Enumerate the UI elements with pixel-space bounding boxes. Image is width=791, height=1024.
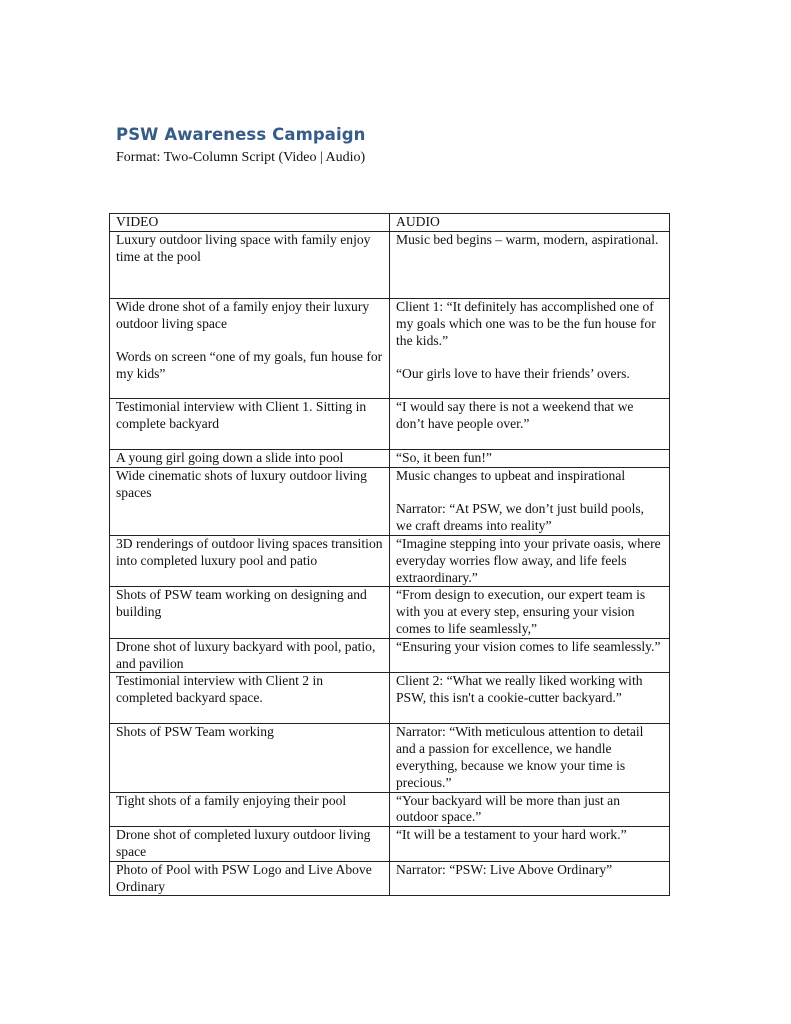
audio-cell-text: “So, it been fun!”	[396, 450, 492, 465]
audio-cell-text: “I would say there is not a weekend that we don’t have people over.”	[396, 399, 634, 431]
video-cell	[110, 467, 390, 535]
video-cell	[110, 861, 390, 896]
audio-column-header: AUDIO	[390, 214, 670, 232]
document-title: PSW Awareness Campaign	[116, 125, 366, 144]
video-cell	[110, 673, 390, 724]
audio-cell	[390, 399, 670, 450]
video-cell	[110, 724, 390, 792]
audio-cell	[390, 467, 670, 535]
table-row	[110, 399, 670, 450]
video-cell	[110, 399, 390, 450]
script-table	[109, 213, 670, 896]
audio-cell	[390, 673, 670, 724]
audio-cell	[390, 792, 670, 827]
video-cell-text: Wide drone shot of a family enjoy their luxury outdoor living space Words on screen “one of my goals, fun house for my kids”	[116, 299, 383, 382]
audio-cell-text: Music bed begins – warm, modern, aspirational.	[396, 232, 659, 247]
audio-cell-text: “Your backyard will be more than just an outdoor space.”	[396, 792, 620, 825]
audio-cell	[390, 450, 670, 468]
video-cell	[110, 792, 390, 827]
audio-cell	[390, 827, 670, 862]
table-row	[110, 827, 670, 862]
audio-cell-text: Client 2: “What we really liked working with PSW, this isn't a cookie-cutter backyard.”	[396, 673, 643, 706]
table-row	[110, 535, 670, 586]
audio-cell-text: Narrator: “PSW: Live Above Ordinary”	[396, 861, 613, 877]
table-row	[110, 638, 670, 673]
video-cell	[110, 587, 390, 638]
video-cell	[110, 827, 390, 862]
video-cell	[110, 535, 390, 586]
video-column-header: VIDEO	[110, 214, 390, 232]
document-subtitle: Format: Two-Column Script (Video | Audio)	[116, 150, 366, 165]
table-row	[110, 861, 670, 896]
table-header-row	[110, 214, 670, 232]
video-cell	[110, 638, 390, 673]
audio-cell	[390, 299, 670, 399]
audio-cell	[390, 638, 670, 673]
table-row	[110, 724, 670, 792]
table-row	[110, 299, 670, 399]
audio-cell	[390, 724, 670, 792]
table-row	[110, 673, 670, 724]
video-cell	[110, 450, 390, 468]
video-cell-text: Photo of Pool with PSW Logo and Live Above Ordinary	[116, 861, 372, 894]
video-cell-text: Testimonial interview with Client 2 in completed backyard space.	[116, 673, 324, 706]
video-cell-text: 3D renderings of outdoor living spaces transition into completed luxury pool and patio	[116, 535, 383, 568]
audio-cell-text: Music changes to upbeat and inspirational Narrator: “At PSW, we don’t just build pools, we craft dreams into reality”	[396, 467, 645, 534]
audio-cell	[390, 861, 670, 896]
video-cell-text: Luxury outdoor living space with family enjoy time at the pool	[116, 232, 371, 264]
table-row	[110, 450, 670, 468]
audio-cell-text: “Ensuring your vision comes to life seamlessly.”	[396, 638, 661, 654]
table-row	[110, 467, 670, 535]
audio-cell-text: “Imagine stepping into your private oasis, where everyday worries flow away, and life feels extraordinary.”	[396, 535, 661, 585]
table-row	[110, 232, 670, 299]
video-cell-text: Shots of PSW team working on designing and building	[116, 587, 367, 620]
table-row	[110, 587, 670, 638]
video-cell-text: Testimonial interview with Client 1. Sitting in complete backyard	[116, 399, 367, 431]
table-row	[110, 792, 670, 827]
video-cell-text: Drone shot of completed luxury outdoor living space	[116, 827, 371, 859]
audio-cell	[390, 587, 670, 638]
video-cell-text: Shots of PSW Team working	[116, 724, 274, 740]
video-cell-text: A young girl going down a slide into pool	[116, 450, 344, 465]
video-cell-text: Drone shot of luxury backyard with pool, patio, and pavilion	[116, 638, 376, 671]
video-cell	[110, 299, 390, 399]
audio-cell-text: “From design to execution, our expert team is with you at every step, ensuring your vision comes to life seamlessly,”	[396, 587, 646, 636]
video-cell-text: Tight shots of a family enjoying their pool	[116, 792, 347, 808]
audio-cell	[390, 232, 670, 299]
video-cell-text: Wide cinematic shots of luxury outdoor living spaces	[116, 467, 367, 500]
audio-cell-text: “It will be a testament to your hard work.”	[396, 827, 627, 843]
audio-cell-text: Client 1: “It definitely has accomplished one of my goals which one was to be the fun house for the kids.” “Our girls love to have their friends’ overs.	[396, 299, 656, 382]
audio-cell	[390, 535, 670, 586]
audio-cell-text: Narrator: “With meticulous attention to detail and a passion for excellence, we handle everything, because we know your time is precious.”	[396, 724, 644, 790]
video-cell	[110, 232, 390, 299]
